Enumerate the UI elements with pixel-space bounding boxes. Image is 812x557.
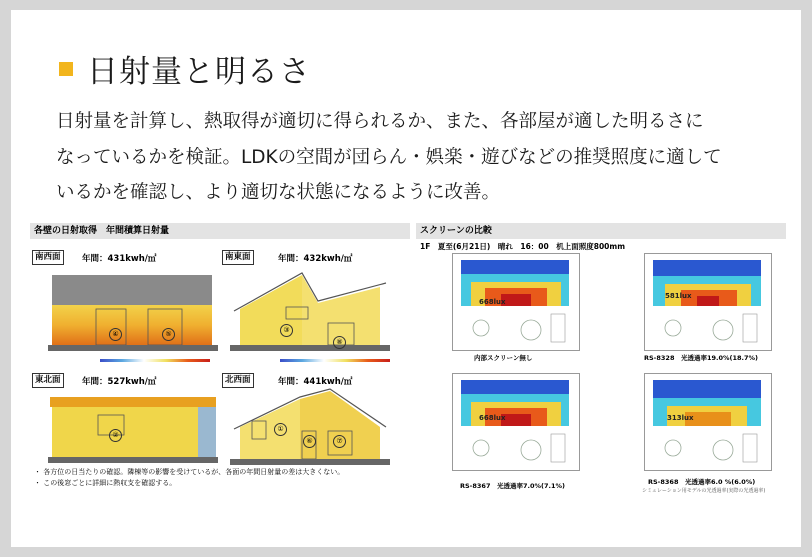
elevation-southeast (230, 267, 390, 355)
plan-garden (653, 310, 761, 346)
color-scale-bar (100, 359, 210, 362)
window-mark: ⑧ (333, 336, 346, 349)
title-bullet-icon (59, 62, 73, 76)
elevation-southwest (48, 275, 218, 353)
plan-caption: RS-8368 光透過率6.0 %(6.0%) (648, 478, 756, 486)
plan-garden (461, 310, 569, 346)
description-line: いるかを確認し、より適切な状態になるように改善。 (56, 182, 501, 203)
wall-tag-northwest: 北西面 (222, 373, 254, 388)
solar-radiation-panel (30, 223, 410, 495)
window-mark: ② (109, 429, 122, 442)
solar-panel-heading: 各壁の日射取得 年間積算日射量 (30, 223, 410, 239)
description-line: なっているかを検証。LDKの空間が団らん・娯楽・遊びなどの推奨照度に適して (56, 146, 722, 168)
elevation-northeast (48, 393, 218, 465)
wall-tag-northeast: 東北面 (32, 373, 64, 388)
note-line: ・ 各方位の日当たりの確認。隣棟等の影響を受けているが、各面の年間日射量の差は大きくない。 (34, 468, 345, 476)
illuminance-heatmap (461, 260, 569, 306)
lux-value: 581lux (665, 292, 692, 300)
screen-comparison-panel (416, 223, 786, 495)
wall-annual-southwest: 年間：431kwh/㎡ (82, 254, 157, 264)
illuminance-plan (452, 253, 580, 351)
window-mark: ③ (280, 324, 293, 337)
wall-annual-southeast: 年間：432kwh/㎡ (278, 254, 353, 264)
wall-annual-northeast: 年間：527kwh/㎡ (82, 377, 157, 387)
screen-panel-subtitle: 1F 夏至(6月21日) 晴れ 16：00 机上面照度800mm (420, 242, 626, 251)
wall-tag-southwest: 南西面 (32, 250, 64, 265)
lux-value: 313lux (667, 414, 694, 422)
wall-annual-northwest: 年間：441kwh/㎡ (278, 377, 353, 387)
description-line: 日射量を計算し、熱取得が適切に得られるか、また、各部屋が適した明るさに (56, 111, 704, 132)
plan-caption: 内部スクリーン無し (474, 354, 533, 362)
solar-notes (34, 467, 344, 489)
illuminance-plan (644, 253, 772, 351)
plan-caption: RS-8328 光透過率19.0%(18.7%) (644, 354, 759, 362)
plan-footnote: シミュレーション用モデルの光透過率(実際の光透過率) (642, 488, 766, 494)
slide-frame (11, 10, 801, 547)
screen-panel-heading: スクリーンの比較 (416, 223, 786, 239)
illuminance-plan (452, 373, 580, 471)
note-line: ・ この後窓ごとに詳細に熱収支を確認する。 (34, 479, 177, 487)
window-mark: ⑥ (303, 435, 316, 448)
title-row (59, 46, 311, 91)
window-mark: ④ (109, 328, 122, 341)
window-mark: ⑤ (162, 328, 175, 341)
window-mark: ① (274, 423, 287, 436)
window-mark: ⑦ (333, 435, 346, 448)
color-scale-bar (280, 359, 390, 362)
description (56, 104, 786, 211)
elevation-northwest (230, 387, 390, 467)
wall-tag-southeast: 南東面 (222, 250, 254, 265)
plan-caption: RS-8367 光透過率7.0%(7.1%) (460, 482, 565, 490)
plan-garden (653, 430, 761, 466)
lux-value: 668lux (479, 414, 506, 422)
lux-value: 668lux (479, 298, 506, 306)
plan-garden (461, 430, 569, 466)
illuminance-plan (644, 373, 772, 471)
page-title: 日射量と明るさ (87, 54, 311, 90)
illuminance-heatmap (461, 380, 569, 426)
